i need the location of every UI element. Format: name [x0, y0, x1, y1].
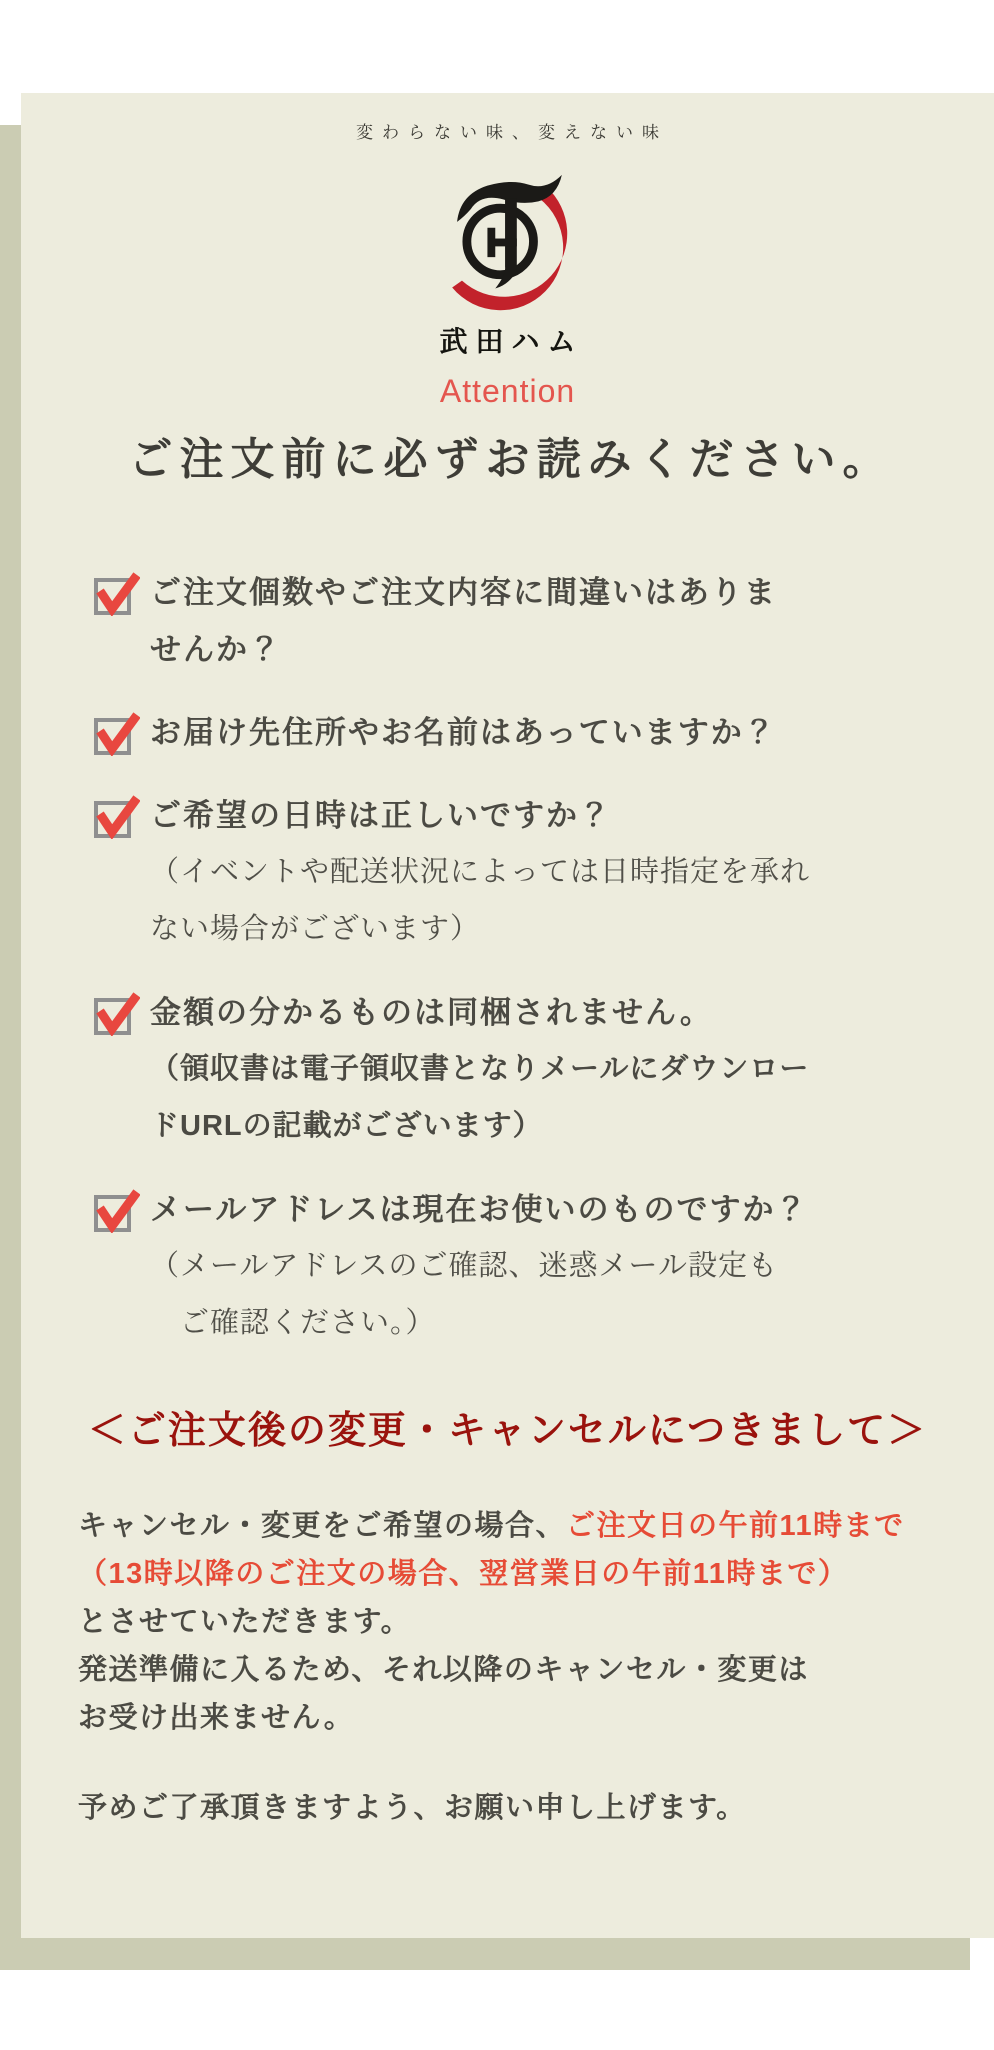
checklist-item-text	[150, 704, 777, 761]
cancel-paragraph-line	[78, 1550, 994, 1598]
checkbox-checked-icon	[92, 793, 140, 839]
cancel-paragraph-line	[78, 1502, 994, 1550]
brand-logo-icon	[444, 169, 572, 311]
checklist-item	[92, 1181, 994, 1352]
checklist-item-line: せんか？	[150, 632, 282, 667]
brand-tagline: 変わらない味、変えない味	[356, 123, 668, 143]
cancel-text: 発送準備に入るため、それ以降のキャンセル・変更は	[78, 1654, 809, 1686]
checklist-item-line: メールアドレスは現在お使いのものですか？	[150, 1192, 809, 1227]
checklist-item-note-line: （メールアドレスのご確認、迷惑メール設定も	[150, 1250, 778, 1282]
checklist	[21, 564, 994, 1352]
checklist-item-line: ご希望の日時は正しいですか？	[150, 798, 612, 833]
checklist-item	[92, 564, 994, 678]
checklist-item-line: お届け先住所やお名前はあっていますか？	[150, 715, 777, 750]
cancel-paragraph-line	[78, 1646, 994, 1694]
cancel-deadline-emphasis: ご注文日の午前11時まで	[566, 1510, 905, 1542]
checklist-item-note-line: ご確認ください。）	[150, 1307, 436, 1339]
cancel-text: キャンセル・変更をご希望の場合、	[78, 1510, 567, 1542]
checklist-item-note-line: ドURLの記載がございます）	[150, 1110, 543, 1142]
checkbox-checked-icon	[92, 710, 140, 756]
checkbox-checked-icon	[92, 990, 140, 1036]
cancel-paragraph	[21, 1502, 994, 1832]
checkbox-checked-icon	[92, 1187, 140, 1233]
cancel-section-heading: ＜ご注文後の変更・キャンセルにつきまして＞	[87, 1410, 928, 1452]
checklist-item	[92, 704, 994, 761]
checklist-item-line: ご注文個数やご注文内容に間違いはありま	[150, 575, 777, 610]
attention-label: Attention	[439, 373, 576, 409]
cancel-text: お受け出来ません。	[78, 1702, 355, 1734]
cancel-paragraph-line	[78, 1598, 994, 1646]
cancel-text: とさせていただきます。	[78, 1606, 412, 1638]
checklist-item-note-line: ない場合がございます）	[150, 913, 481, 945]
cancel-text: 予めご了承頂きますよう、お願い申し上げます。	[78, 1792, 747, 1824]
checklist-item-note-line: （イベントや配送状況によっては日時指定を承れ	[150, 856, 811, 888]
checklist-item-note-line: （領収書は電子領収書となりメールにダウンロー	[150, 1053, 810, 1085]
brand-name: 武田ハム	[439, 325, 584, 358]
checklist-item	[92, 984, 994, 1155]
checklist-item-text	[150, 984, 809, 1155]
checkbox-checked-icon	[92, 570, 140, 616]
logo-h-crossbar	[489, 239, 516, 247]
notice-card	[21, 93, 994, 1938]
checklist-item-text	[150, 1181, 808, 1352]
page-title: ご注文前に必ずお読みください。	[128, 435, 894, 484]
cancel-paragraph-line	[78, 1694, 994, 1742]
checklist-item	[92, 787, 994, 958]
cancel-deadline-emphasis: （13時以降のご注文の場合、翌営業日の午前11時まで）	[78, 1558, 849, 1590]
cancel-paragraph-line	[78, 1784, 994, 1832]
checklist-item-text	[150, 787, 810, 958]
takeda-ham-logo	[444, 169, 572, 311]
checklist-item-text	[150, 564, 777, 678]
checklist-item-line: 金額の分かるものは同梱されません。	[150, 995, 713, 1030]
